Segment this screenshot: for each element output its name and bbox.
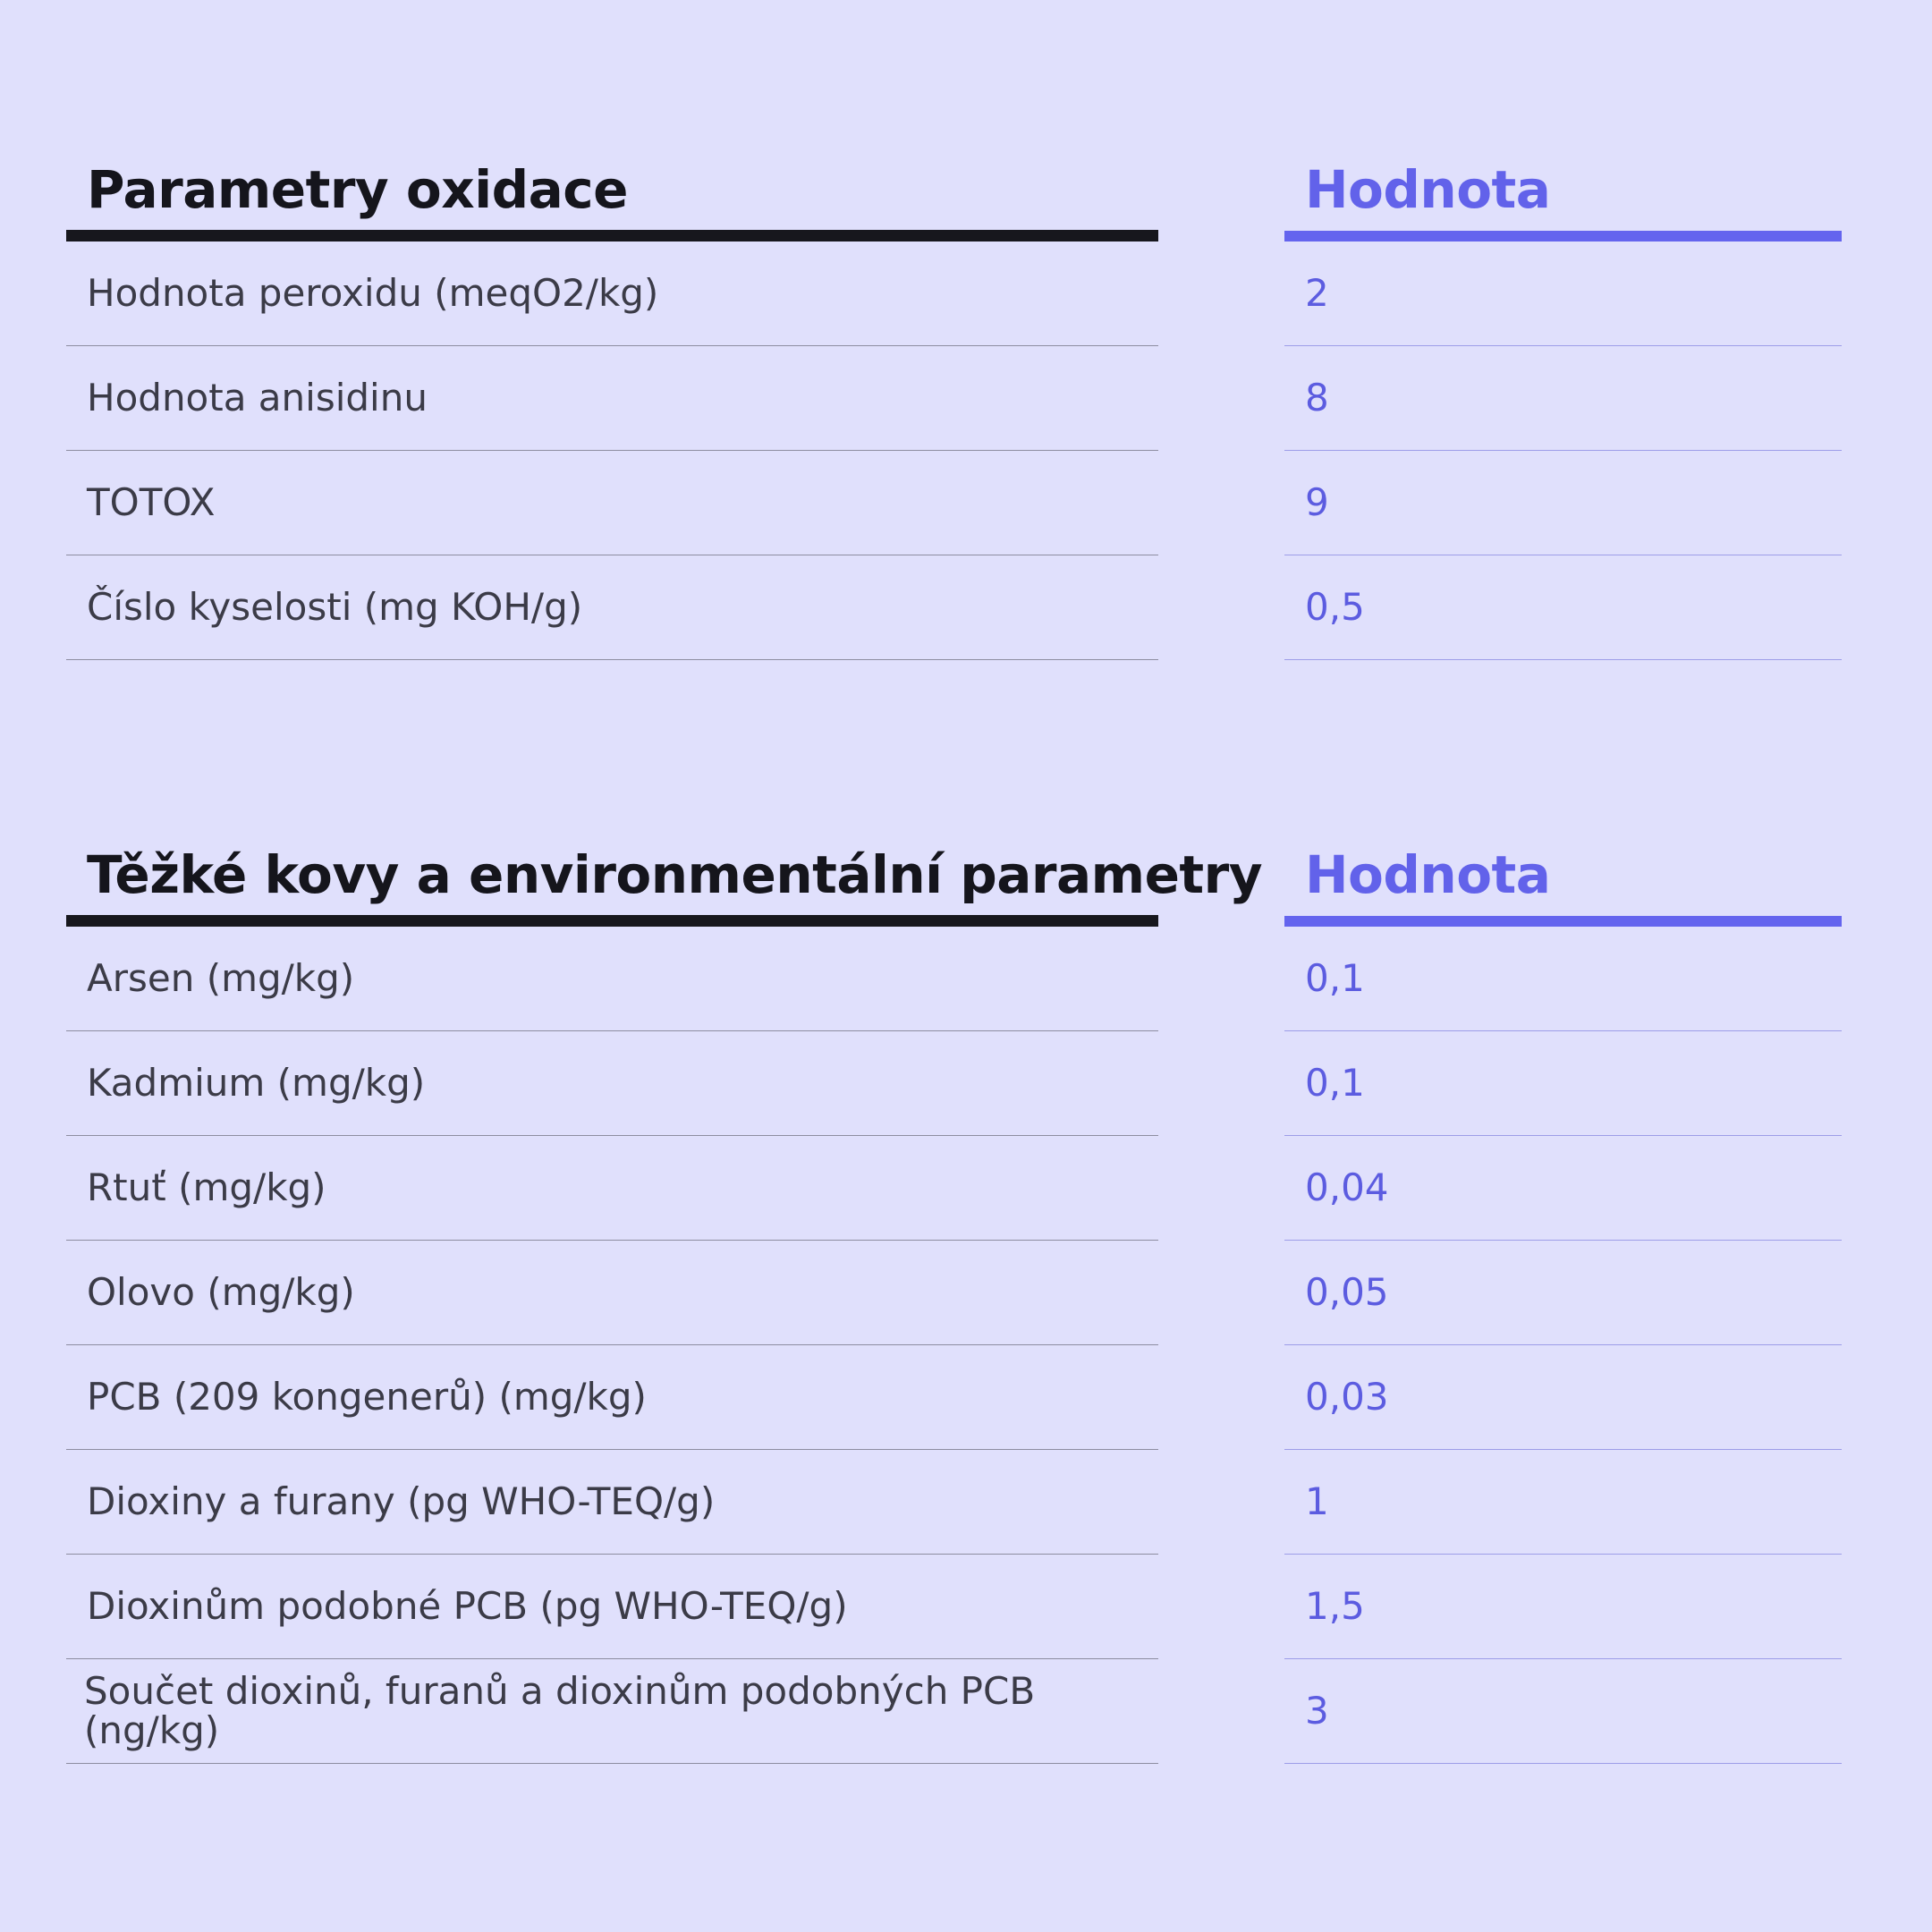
parameter-list: [66, 927, 1158, 1764]
table-row: [1284, 242, 1842, 346]
header-rule: [1284, 231, 1842, 242]
table-row: [1284, 1241, 1842, 1345]
header-rule: [66, 230, 1158, 242]
table-row: [66, 927, 1158, 1031]
value-list: [1284, 927, 1842, 1764]
value-cell: 8: [1305, 376, 1329, 419]
value-cell: 0,1: [1305, 1061, 1365, 1105]
table-row: [1284, 346, 1842, 451]
value-column-header: [1284, 134, 1842, 242]
value-column-header: [1284, 819, 1842, 927]
value-cell: 3: [1305, 1689, 1329, 1733]
table-row: [66, 1031, 1158, 1136]
parameter-column-header: [66, 819, 1263, 927]
table-row: [1284, 1450, 1842, 1555]
table-row: [66, 451, 1158, 555]
value-cell: 0,04: [1305, 1165, 1389, 1209]
parameter-label: Rtuť (mg/kg): [87, 1165, 326, 1209]
parameter-label: Součet dioxinů, furanů a dioxinům podobných PCB (ng/kg): [84, 1669, 1036, 1752]
value-column: [1284, 819, 1842, 1764]
parameter-label: TOTOX: [87, 480, 216, 524]
parameter-label: Číslo kyselosti (mg KOH/g): [87, 585, 583, 629]
header-rule: [66, 915, 1158, 927]
table-row: [66, 242, 1158, 346]
value-cell: 0,1: [1305, 956, 1365, 1000]
value-header-title: Hodnota: [1305, 159, 1551, 220]
parameter-column-header: [66, 134, 1158, 242]
table-row: [1284, 1031, 1842, 1136]
value-cell: 1: [1305, 1479, 1329, 1523]
parameter-list: [66, 242, 1158, 660]
value-cell: 0,05: [1305, 1270, 1389, 1314]
table-row: [1284, 1659, 1842, 1764]
parameter-label: Hodnota peroxidu (meqO2/kg): [87, 271, 659, 315]
table-row: [66, 1345, 1158, 1450]
table-row: [66, 1136, 1158, 1241]
table-row: [66, 346, 1158, 451]
table-row: [1284, 1555, 1842, 1659]
table-row: [66, 1555, 1158, 1659]
table-row: [1284, 451, 1842, 555]
parameter-label: Kadmium (mg/kg): [87, 1061, 426, 1105]
parameter-label: Olovo (mg/kg): [87, 1270, 355, 1314]
value-cell: 2: [1305, 271, 1329, 315]
value-cell: 9: [1305, 480, 1329, 524]
parameter-column: [66, 134, 1158, 660]
parameter-label: Arsen (mg/kg): [87, 956, 355, 1000]
section-title: Parametry oxidace: [87, 159, 628, 220]
value-header-title: Hodnota: [1305, 844, 1551, 905]
value-column: [1284, 134, 1842, 660]
section-title: Těžké kovy a environmentální parametry: [87, 844, 1263, 905]
parameter-label: Hodnota anisidinu: [87, 376, 428, 419]
table-row: [1284, 555, 1842, 660]
parameter-label: Dioxiny a furany (pg WHO-TEQ/g): [87, 1479, 716, 1523]
table-row: [1284, 1136, 1842, 1241]
parameter-column: [66, 819, 1263, 1764]
parameter-label: Dioxinům podobné PCB (pg WHO-TEQ/g): [87, 1584, 848, 1628]
table-row: [66, 555, 1158, 660]
table-row: [66, 1450, 1158, 1555]
table-row: [1284, 1345, 1842, 1450]
table-row: [1284, 927, 1842, 1031]
value-cell: 1,5: [1305, 1584, 1365, 1628]
table-row: [66, 1241, 1158, 1345]
value-cell: 0,5: [1305, 585, 1365, 629]
value-list: [1284, 242, 1842, 660]
parameter-label: PCB (209 kongenerů) (mg/kg): [87, 1375, 647, 1419]
table-row: [66, 1659, 1158, 1764]
value-cell: 0,03: [1305, 1375, 1389, 1419]
header-rule: [1284, 916, 1842, 927]
